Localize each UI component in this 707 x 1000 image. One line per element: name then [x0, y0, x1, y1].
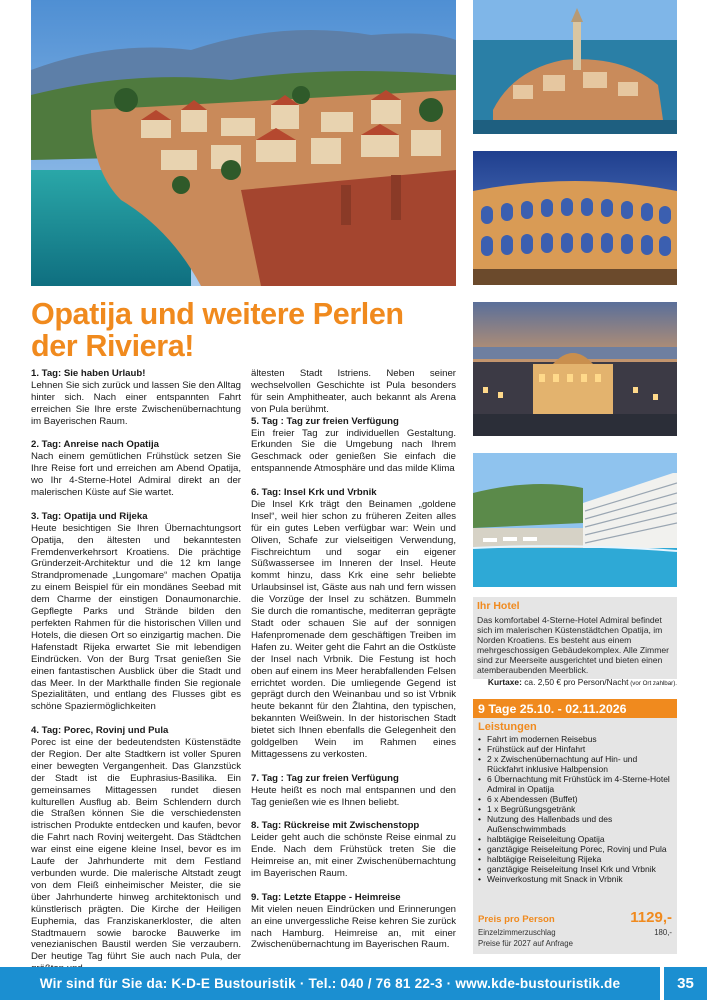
photo-opatija-coast — [31, 0, 456, 286]
photo-opatija-evening — [473, 302, 677, 436]
single-room-row — [478, 928, 672, 937]
hotel-title: Ihr Hotel — [477, 600, 520, 612]
day-2 — [31, 439, 241, 499]
services-title: Leistungen — [478, 721, 537, 733]
service-item: • Fahrt im modernen Reisebus — [478, 734, 673, 744]
kurtaxe-value: ca. 2,50 € pro Person/Nacht — [521, 677, 629, 687]
day-title: 3. Tag: Opatija und Rijeka — [31, 510, 148, 522]
day-text: Heute heißt es noch mal entspannen und den Tag genießen wie es Ihnen beliebt. — [251, 784, 456, 808]
service-item: • halbtägige Reiseleitung Rijeka — [478, 854, 673, 864]
service-item: • ganztägige Reiseleitung Insel Krk und Vrbnik — [478, 864, 673, 874]
page-headline — [31, 298, 451, 362]
day-title: 7. Tag : Tag zur freien Verfügung — [251, 772, 399, 784]
day-text: Die Insel Krk trägt den Beinamen „goldene Insel“, weil hier schon zu früheren Zeiten alles für ein gutes Leben verfügbar war: Wein und Oliven, Schafe zur vielseitigen Verwendung, Fischreichtum und sogar ein eigener Süßwassersee im Inneren der Insel. Heute kommt hinzu, dass Krk eine sehr beliebte Urlaubsinsel ist, Gäste aus nah und fern wissen die Vorzüge der Insel zu schätzen. Bummeln Sie durch die romantische, mediterran geprägte Stadt oder schauen Sie auf der sonnigen Hafenpromenade dem geschäftigen Treiben im Hafen zu. Weiter geht die Fahrt an die Ostküste der Insel nach Vrbnik. Die Festung ist hoch oben auf einem ins Meer herabfallenden Felsen errichtet worden. Die umliegende Gegend ist geprägt durch den Weinanbau und so ist Vrbnik heute bekannt für den Žlahtina, den typischen, bekannten Weißwein. In der historischen Stadt bietet sich Ihnen ebenfalls die Gelegenheit den goldgelben Wein im Rahmen eines Mittagessens zu verkosten. — [251, 498, 456, 760]
kurtaxe-note — [473, 677, 677, 687]
day-title: 5. Tag : Tag zur freien Verfügung — [251, 415, 399, 427]
day-title: 4. Tag: Porec, Rovinj und Pula — [31, 725, 169, 737]
itinerary-column-left — [31, 368, 241, 987]
footer-contact-bar: Wir sind für Sie da: K-D-E Bustouristik · Tel.: 040 / 76 81 22-3 · www.kde-bustouristik.de — [0, 967, 660, 1000]
day-8 — [251, 820, 456, 880]
day-9 — [251, 892, 456, 952]
price-value: 1129,- — [630, 909, 672, 926]
day-title: 2. Tag: Anreise nach Opatija — [31, 439, 159, 451]
kurtaxe-label: Kurtaxe: — [487, 677, 522, 687]
day-4 — [31, 725, 241, 975]
headline-line-1: Opatija und weitere Perlen — [31, 297, 404, 331]
day-5 — [251, 416, 456, 476]
price-row — [473, 910, 677, 925]
service-item: • Weinverkostung mit Snack in Vrbnik — [478, 874, 673, 884]
single-room-label: Einzelzimmerzuschlag — [478, 928, 556, 937]
photo-hotel-admiral-pool — [473, 453, 677, 587]
service-item: • Frühstück auf der Hinfahrt — [478, 744, 673, 754]
day-title: 1. Tag: Sie haben Urlaub! — [31, 368, 146, 379]
price-2027-text: Preise für 2027 auf Anfrage — [478, 939, 573, 948]
hotel-info-box — [473, 597, 677, 679]
day-text: Lehnen Sie sich zurück und lassen Sie den Alltag hinter sich. Nach einer entspannten Fahrt erreichen Sie Ihre erste Zwischenübernachtung im Bayerischen Raum. — [31, 379, 241, 427]
day-title: 6. Tag: Insel Krk und Vrbnik — [251, 487, 377, 499]
page-number: 35 — [664, 967, 707, 1000]
single-room-value: 180,- — [654, 928, 672, 937]
headline-line-2: der Riviera! — [31, 329, 195, 363]
photo-pula-arena — [473, 151, 677, 285]
day-text: Nach einem gemütlichen Frühstück setzen Sie Ihre Reise fort und erreichen am Abend Opatija, wo Ihr 4-Sterne-Hotel Admiral direkt an der malerischen Küste auf Sie wartet. — [31, 451, 241, 499]
day-text: Mit vielen neuen Eindrücken und Erinnerungen an eine unvergessliche Reise kehren Sie zurück nach Hamburg. Heimreise an, mit einer Zwischenübernachtung im Bayerischen Raum. — [251, 903, 456, 951]
day-text: Porec ist eine der bedeutendsten Küstenstädte der Region. Der alte Stadtkern ist voller Spuren einer bewegten Vergangenheit. Das Glanzstück der Stadt ist die Euphrasius-Basilika. Ein gemeinsames Mittagessen rundet diesen kulturellen Ausflug ab. Beim Schlendern durch die Straßen können Sie die verschiedensten istrischen Produkte entdecken und kaufen, bevor die Fahrt nach Rovinj weitergeht. Das Städtchen war einst eine eigene kleine Insel, bevor es im Laufe der Jahrhunderte mit dem Festland verbunden wurde. Die malerische Altstadt zeugt von dem Fleiß einheimischer Meister, die sie über Jahrhunderte hinweg architektonisch und künstlerisch prägten. Die Kirche der Heiligen Euphemia, das Franziskanerkloster, die alten Stadtmauern sowie barocke Bauwerke im venezianischen Baustil werden Sie verzaubern. Der heutige Tag führt Sie auch nach Pula, der — [31, 737, 241, 963]
service-item: • 2 x Zwischenübernachtung auf Hin- und Rückfahrt inklusive Halbpension — [478, 754, 673, 774]
kurtaxe-payable-note: (vor Ort zahlbar). — [628, 680, 677, 687]
price-2027-note — [478, 939, 672, 948]
trip-details-box — [473, 699, 677, 954]
price-label: Preis pro Person — [478, 914, 555, 925]
service-item: • 1 x Begrüßungsgetränk — [478, 804, 673, 814]
services-list — [473, 734, 677, 884]
day-4-continued: ältesten Stadt Istriens. Neben seiner wechselvollen Geschichte ist Pula besonders für sein Amphitheater, auch bekannt als Arena von Pula berühmt. — [251, 368, 456, 415]
service-item: • ganztägige Reiseleitung Porec, Rovinj und Pula — [478, 844, 673, 854]
day-3 — [31, 511, 241, 713]
service-item: • 6 x Abendessen (Buffet) — [478, 794, 673, 804]
day-7 — [251, 773, 456, 809]
trip-dates-header: 9 Tage 25.10. - 02.11.2026 — [473, 699, 677, 718]
day-1 — [31, 368, 241, 428]
day-text: Ein freier Tag zur individuellen Gestaltung. Erkunden Sie die Umgebung nach Ihrem Geschmack oder genießen Sie einfach die entspannende Atmosphäre und das milde Klima — [251, 427, 456, 475]
day-title: 9. Tag: Letzte Etappe - Heimreise — [251, 891, 401, 903]
itinerary-column-middle — [251, 368, 456, 963]
day-title: 8. Tag: Rückreise mit Zwischenstopp — [251, 820, 420, 832]
service-item: • 6 Übernachtung mit Frühstück im 4-Sterne-Hotel Admiral in Opatija — [478, 774, 673, 794]
photo-rovinj — [473, 0, 677, 134]
hotel-description: Das komfortabel 4-Sterne-Hotel Admiral befindet sich im malerischen Küstenstädtchen Opatija, im Norden Kroatiens. Es besteht aus einem mehrgeschossigen Gebäudekomplex. Alle Zimmer sind zur Meerseite ausgerichtet und bieten einen atemberaubenden Meerblick. — [477, 615, 670, 675]
day-6 — [251, 487, 456, 761]
service-item: • halbtägige Reiseleitung Opatija — [478, 834, 673, 844]
day-text: Heute besichtigen Sie Ihren Übernachtungsort Opatija, den ältesten und bekanntesten Fremdenverkehrsort Kroatiens. Die prächtige Gründerzeit-Architektur und die 12 km lange Strandpromenade „Lungomare“ machen Opatija zu einem Beispiel für ein mondänes Seebad mit dem Charme der einstigen Donaumonarchie. Gepflegte Parks und Strände bilden den perfekten Rahmen für die historischen Villen und Hotels, die diesen Ort so einzigartig machen. Die Hafenstadt Rijeka erwartet Sie mit lebendigen Eindrücken. Von der Burg Trsat genießen Sie einen fantastischen Ausblick über die Stadt und das Meer. In der Markthalle finden Sie regionale Spezialitäten, und entlang des Flusses gibt es schöne Spaziermöglichkeiten — [31, 522, 241, 713]
day-text: Leider geht auch die schönste Reise einmal zu Ende. Nach dem Frühstück treten Sie die Heimreise an, mit einer Zwischenübernachtung im Bayerischen Raum. — [251, 832, 456, 880]
service-item: • Nutzung des Hallenbads und des Außenschwimmbads — [478, 814, 673, 834]
